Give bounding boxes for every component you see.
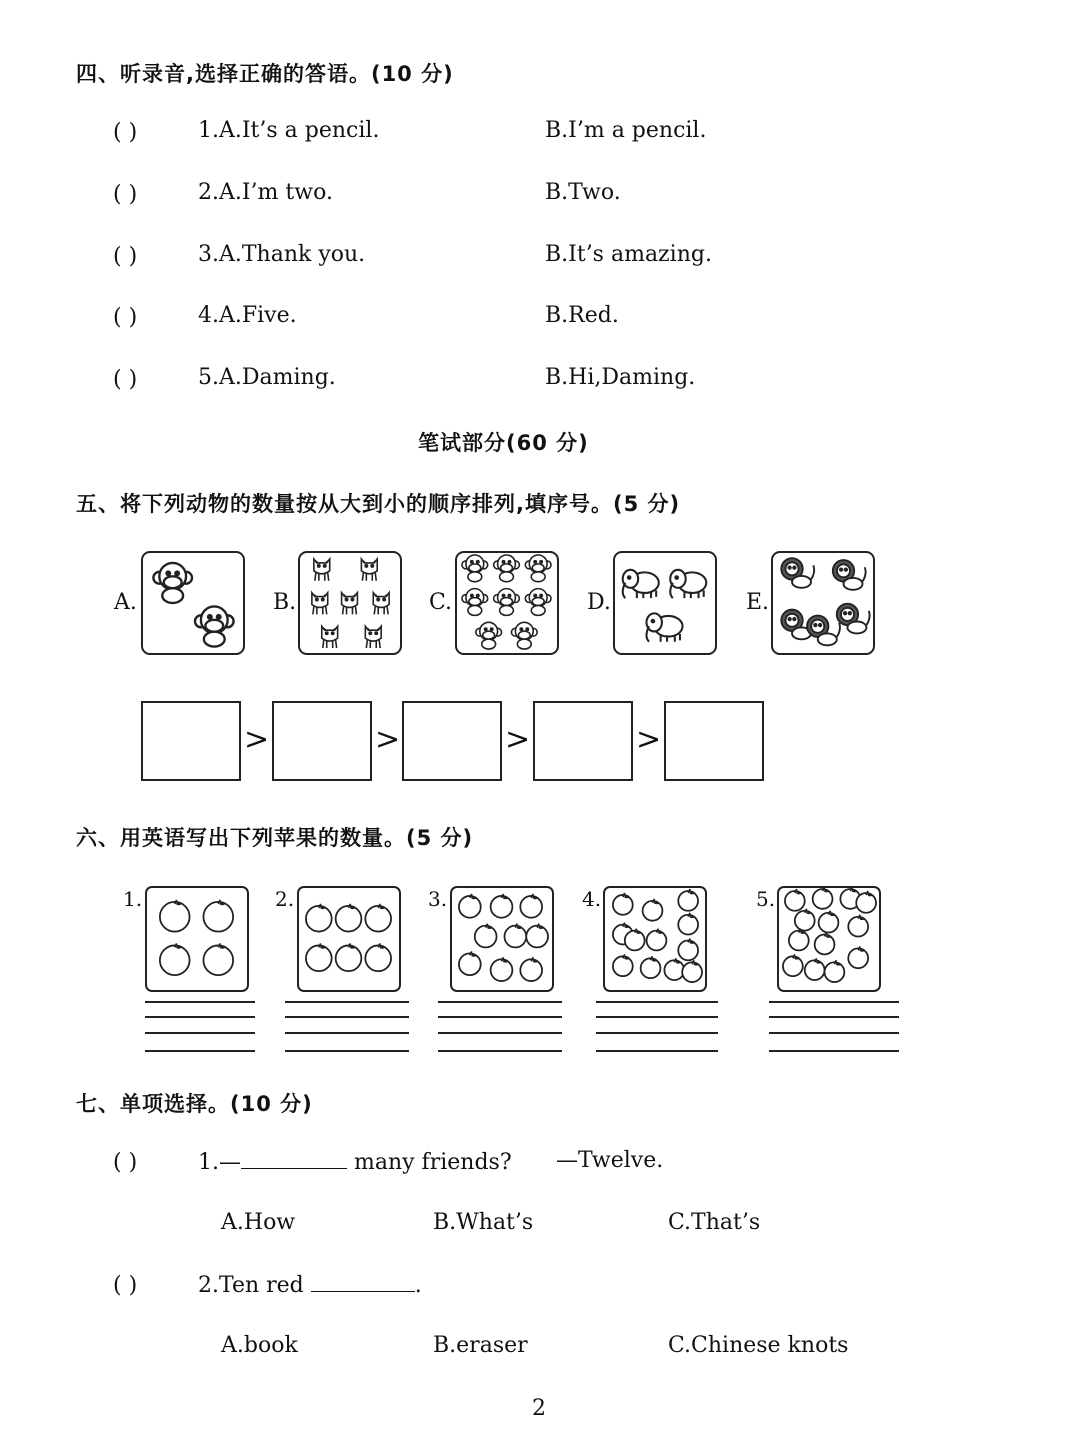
greater-than-sign: > xyxy=(636,722,662,757)
tiger-icon xyxy=(314,559,330,581)
monkey-icon xyxy=(525,555,551,582)
item-number: 3. xyxy=(428,887,448,911)
apple-icon xyxy=(491,894,513,918)
order-answer-box[interactable] xyxy=(141,701,241,781)
monkey-icon xyxy=(153,563,192,603)
apple-icon xyxy=(520,957,542,981)
elephant-icon xyxy=(623,570,659,598)
writing-line[interactable] xyxy=(285,1050,409,1052)
apple-icon xyxy=(647,929,667,951)
writing-line[interactable] xyxy=(145,1032,255,1034)
picture-label: C. xyxy=(429,590,453,615)
option-c[interactable]: C.That’s xyxy=(668,1210,761,1235)
monkey-icon xyxy=(462,589,488,616)
option-b[interactable]: B.It’s amazing. xyxy=(545,242,712,267)
elephant-icon xyxy=(646,613,682,641)
apple-icon xyxy=(365,904,391,932)
item-number: 4. xyxy=(582,887,602,911)
apple-picture xyxy=(603,886,707,992)
animal-picture xyxy=(613,551,717,655)
apple-icon xyxy=(795,909,815,931)
apple-picture xyxy=(777,886,881,992)
apple-group xyxy=(299,888,398,989)
picture-label: A. xyxy=(114,590,137,615)
apple-icon xyxy=(306,904,332,932)
answer-blank[interactable] xyxy=(311,1271,415,1292)
option-b[interactable]: B.What’s xyxy=(433,1210,534,1235)
question-text-before: 2.Ten red xyxy=(198,1273,311,1298)
apple-icon xyxy=(504,924,526,948)
apple-icon xyxy=(203,900,233,932)
apple-icon xyxy=(789,929,809,951)
question-1 xyxy=(198,1148,512,1175)
option-a[interactable]: 5.A.Daming. xyxy=(198,365,336,390)
tiger-icon-group xyxy=(300,553,399,652)
answer-blank[interactable] xyxy=(241,1148,347,1169)
picture-label: B. xyxy=(273,590,297,615)
monkey-icon xyxy=(494,555,520,582)
elephant-icon xyxy=(670,570,706,598)
monkey-icon xyxy=(494,589,520,616)
monkey-icon xyxy=(511,622,537,649)
apple-icon xyxy=(459,894,481,918)
apple-icon xyxy=(336,943,362,971)
section-7-heading: 七、单项选择。(10 分) xyxy=(76,1092,313,1116)
apple-icon xyxy=(203,943,233,975)
apple-icon xyxy=(160,900,190,932)
section-6-heading: 六、用英语写出下列苹果的数量。(5 分) xyxy=(76,826,474,850)
animal-picture xyxy=(141,551,245,655)
question-1-response: —Twelve. xyxy=(556,1148,664,1173)
apple-icon xyxy=(678,913,698,935)
apple-icon xyxy=(805,958,825,980)
option-a[interactable]: 3.A.Thank you. xyxy=(198,242,366,267)
writing-line[interactable] xyxy=(145,1001,255,1003)
writing-line[interactable] xyxy=(769,1050,899,1052)
answer-paren[interactable]: ( ) xyxy=(113,182,138,207)
answer-paren[interactable]: ( ) xyxy=(113,1273,138,1298)
apple-icon xyxy=(664,958,684,980)
answer-paren[interactable]: ( ) xyxy=(113,120,138,145)
animal-picture xyxy=(298,551,402,655)
tiger-icon xyxy=(365,626,381,648)
option-a[interactable]: 2.A.I’m two. xyxy=(198,180,333,205)
tiger-icon xyxy=(322,626,338,648)
lion-icon-group xyxy=(773,553,872,652)
apple-icon xyxy=(785,889,805,911)
apple-group xyxy=(452,888,551,989)
writing-line[interactable] xyxy=(769,1032,899,1034)
apple-icon xyxy=(160,943,190,975)
apple-group xyxy=(147,888,246,989)
apple-icon xyxy=(526,924,548,948)
order-answer-box[interactable] xyxy=(272,701,372,781)
writing-line[interactable] xyxy=(438,1032,562,1034)
question-text-before: 1.— xyxy=(198,1150,241,1175)
writing-line[interactable] xyxy=(145,1016,255,1018)
monkey-icon xyxy=(476,622,502,649)
writing-line[interactable] xyxy=(769,1016,899,1018)
animal-picture xyxy=(455,551,559,655)
apple-icon xyxy=(813,888,833,909)
tiger-icon xyxy=(312,593,328,615)
apple-icon xyxy=(520,894,542,918)
lion-icon xyxy=(781,558,814,588)
option-a[interactable]: 4.A.Five. xyxy=(198,303,297,328)
writing-line[interactable] xyxy=(769,1001,899,1003)
writing-line[interactable] xyxy=(285,1001,409,1003)
answer-paren[interactable]: ( ) xyxy=(113,1150,138,1175)
tiger-icon xyxy=(373,593,389,615)
apple-icon xyxy=(819,911,839,933)
tiger-icon xyxy=(342,593,358,615)
order-answer-box[interactable] xyxy=(402,701,502,781)
option-b[interactable]: B.I’m a pencil. xyxy=(545,118,707,143)
item-number: 1. xyxy=(123,887,143,911)
answer-paren[interactable]: ( ) xyxy=(113,244,138,269)
option-a[interactable]: A.How xyxy=(221,1210,296,1235)
writing-line[interactable] xyxy=(285,1032,409,1034)
apple-icon xyxy=(306,943,332,971)
apple-icon xyxy=(459,951,481,975)
writing-line[interactable] xyxy=(596,1032,718,1034)
lion-icon xyxy=(833,560,866,590)
apple-group xyxy=(779,888,878,989)
apple-icon xyxy=(491,957,513,981)
writing-line[interactable] xyxy=(596,1050,718,1052)
writing-line[interactable] xyxy=(145,1050,255,1052)
writing-line[interactable] xyxy=(438,1001,562,1003)
apple-icon xyxy=(613,954,633,976)
greater-than-sign: > xyxy=(375,722,401,757)
writing-line[interactable] xyxy=(438,1016,562,1018)
answer-paren[interactable]: ( ) xyxy=(113,367,138,392)
question-text-after: . xyxy=(414,1273,422,1298)
apple-picture xyxy=(450,886,554,992)
apple-icon xyxy=(848,915,868,937)
animal-picture xyxy=(771,551,875,655)
monkey-icon-group xyxy=(457,553,556,652)
picture-label: D. xyxy=(587,590,611,615)
question-2 xyxy=(198,1271,422,1298)
option-c[interactable]: C.Chinese knots xyxy=(668,1333,849,1358)
apple-icon xyxy=(815,933,835,955)
monkey-icon xyxy=(525,589,551,616)
lion-icon xyxy=(837,604,870,634)
written-part-title: 笔试部分(60 分) xyxy=(418,431,589,455)
apple-icon xyxy=(678,939,698,961)
option-b[interactable]: B.Two. xyxy=(545,180,621,205)
apple-icon xyxy=(825,960,845,982)
apple-icon xyxy=(475,924,497,948)
monkey-icon xyxy=(195,606,234,646)
monkey-icon xyxy=(462,555,488,582)
writing-line[interactable] xyxy=(596,1016,718,1018)
item-number: 2. xyxy=(275,887,295,911)
writing-line[interactable] xyxy=(285,1016,409,1018)
apple-icon xyxy=(613,893,633,915)
page-number: 2 xyxy=(532,1396,546,1421)
apple-icon xyxy=(678,889,698,911)
option-b[interactable]: B.eraser xyxy=(433,1333,528,1358)
option-a[interactable]: 1.A.It’s a pencil. xyxy=(198,118,380,143)
section-4-heading: 四、听录音,选择正确的答语。(10 分) xyxy=(76,62,454,86)
question-text-after: many friends? xyxy=(347,1150,512,1175)
monkey-icon-group xyxy=(143,553,242,652)
apple-icon xyxy=(365,943,391,971)
section-5-heading: 五、将下列动物的数量按从大到小的顺序排列,填序号。(5 分) xyxy=(76,492,681,516)
apple-icon xyxy=(336,904,362,932)
elephant-icon-group xyxy=(615,553,714,652)
order-answer-box[interactable] xyxy=(533,701,633,781)
apple-icon xyxy=(848,946,868,968)
greater-than-sign: > xyxy=(505,722,531,757)
option-b[interactable]: B.Hi,Daming. xyxy=(545,365,696,390)
picture-label: E. xyxy=(746,590,770,615)
tiger-icon xyxy=(361,559,377,581)
writing-line[interactable] xyxy=(438,1050,562,1052)
item-number: 5. xyxy=(756,887,776,911)
option-b[interactable]: B.Red. xyxy=(545,303,619,328)
apple-picture xyxy=(297,886,401,992)
greater-than-sign: > xyxy=(244,722,270,757)
apple-icon xyxy=(641,956,661,978)
apple-icon xyxy=(643,899,663,921)
answer-paren[interactable]: ( ) xyxy=(113,305,138,330)
apple-group xyxy=(605,888,704,989)
option-a[interactable]: A.book xyxy=(221,1333,298,1358)
apple-picture xyxy=(145,886,249,992)
apple-icon xyxy=(682,960,702,982)
writing-line[interactable] xyxy=(596,1001,718,1003)
apple-icon xyxy=(783,954,803,976)
order-answer-box[interactable] xyxy=(664,701,764,781)
lion-icon xyxy=(807,616,840,646)
